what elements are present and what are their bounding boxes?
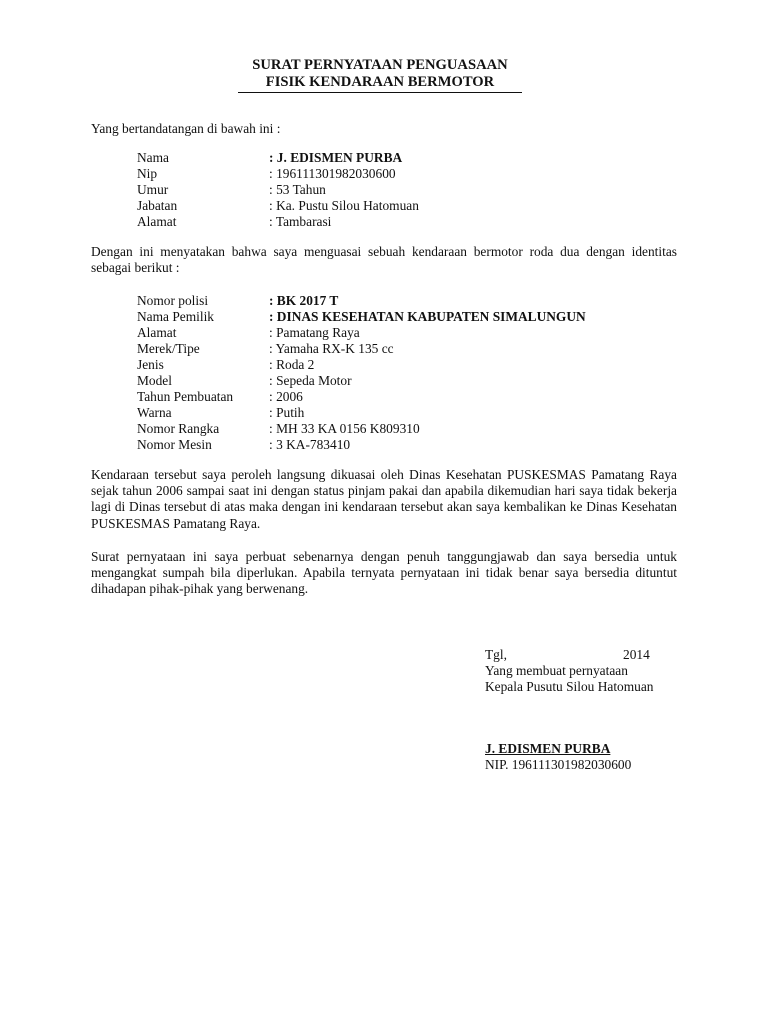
vehicle-row-alamat [137, 325, 360, 341]
vehicle-value: : Roda 2 [269, 357, 315, 372]
vehicle-label: Nomor polisi [137, 293, 209, 308]
vehicle-label: Model [137, 373, 172, 388]
vehicle-row-nomor-mesin [137, 437, 350, 453]
vehicle-row-model [137, 373, 352, 389]
vehicle-row-merek-tipe [137, 341, 394, 357]
vehicle-value: : Pamatang Raya [269, 325, 360, 340]
person-label: Jabatan [137, 198, 178, 213]
title-line-1: SURAT PERNYATAAN PENGUASAAN [252, 57, 508, 73]
vehicle-value: : DINAS KESEHATAN KABUPATEN SIMALUNGUN [269, 309, 586, 324]
vehicle-value: : Sepeda Motor [269, 373, 352, 388]
vehicle-value: : MH 33 KA 0156 K809310 [269, 421, 420, 436]
vehicle-row-warna [137, 405, 304, 421]
vehicle-row-nomor-rangka [137, 421, 420, 437]
vehicle-label: Jenis [137, 357, 164, 372]
person-value: : J. EDISMEN PURBA [269, 150, 403, 165]
person-label: Nama [137, 150, 169, 165]
person-row-umur [137, 182, 326, 198]
person-row-nip [137, 166, 396, 182]
signature-date-line [485, 647, 650, 663]
vehicle-label: Nomor Mesin [137, 437, 212, 452]
vehicle-value: : Putih [269, 405, 305, 420]
person-value: : 196111301982030600 [269, 166, 396, 181]
person-label: Nip [137, 166, 158, 181]
vehicle-row-jenis [137, 357, 314, 373]
person-value: : 53 Tahun [269, 182, 326, 197]
signature-year: 2014 [623, 647, 650, 662]
vehicle-row-nomor-polisi [137, 293, 338, 309]
vehicle-row-tahun-pembuatan [137, 389, 303, 405]
person-label: Alamat [137, 214, 177, 229]
vehicle-value: : BK 2017 T [269, 293, 339, 308]
vehicle-label: Warna [137, 405, 172, 420]
person-value: : Ka. Pustu Silou Hatomuan [269, 198, 419, 213]
vehicle-value: : Yamaha RX-K 135 cc [269, 341, 394, 356]
vehicle-label: Nama Pemilik [137, 309, 214, 324]
person-row-jabatan [137, 198, 419, 214]
vehicle-label: Tahun Pembuatan [137, 389, 234, 404]
signatory-name: J. EDISMEN PURBA [485, 741, 611, 756]
vehicle-label: Nomor Rangka [137, 421, 220, 436]
vehicle-value: : 2006 [269, 389, 303, 404]
signatory-nip: NIP. 196111301982030600 [485, 757, 632, 772]
person-label: Umur [137, 182, 169, 197]
oath-paragraph: Surat pernyataan ini saya perbuat sebenarnya dengan penuh tanggungjawab dan saya bersedia untuk mengangkat sumpah bila diperlukan. Apabila ternyata pernyataan ini tidak benar saya bersedia dituntut dihadapan pihak-pihak yang berwenang. [91, 549, 677, 597]
vehicle-row-nama-pemilik [137, 309, 586, 325]
vehicle-label: Merek/Tipe [137, 341, 200, 356]
document-title [230, 57, 530, 93]
signature-date-label: Tgl, [485, 647, 507, 662]
possession-paragraph: Kendaraan tersebut saya peroleh langsung dikuasai oleh Dinas Kesehatan PUSKESMAS Pamatang Raya sejak tahun 2006 sampai saat ini dengan status pinjam pakai dan apabila dikemudian hari saya tidak bekerja lagi di Dinas tersebut di atas maka dengan ini kendaraan tersebut akan saya kembalikan ke Dinas Kesehatan PUSKESMAS Pamatang Raya. [91, 467, 677, 531]
vehicle-label: Alamat [137, 325, 177, 340]
statement-paragraph: Dengan ini menyatakan bahwa saya menguasai sebuah kendaraan bermotor roda dua dengan identitas sebagai berikut : [91, 244, 677, 276]
signature-line-1: Yang membuat pernyataan [485, 663, 628, 678]
person-value: : Tambarasi [269, 214, 332, 229]
signature-line-2: Kepala Pusutu Silou Hatomuan [485, 679, 654, 694]
title-line-2: FISIK KENDARAAN BERMOTOR [238, 74, 522, 93]
person-row-nama [137, 150, 402, 166]
vehicle-value: : 3 KA-783410 [269, 437, 351, 452]
intro-text: Yang bertandatangan di bawah ini : [91, 121, 281, 136]
person-row-alamat [137, 214, 331, 230]
